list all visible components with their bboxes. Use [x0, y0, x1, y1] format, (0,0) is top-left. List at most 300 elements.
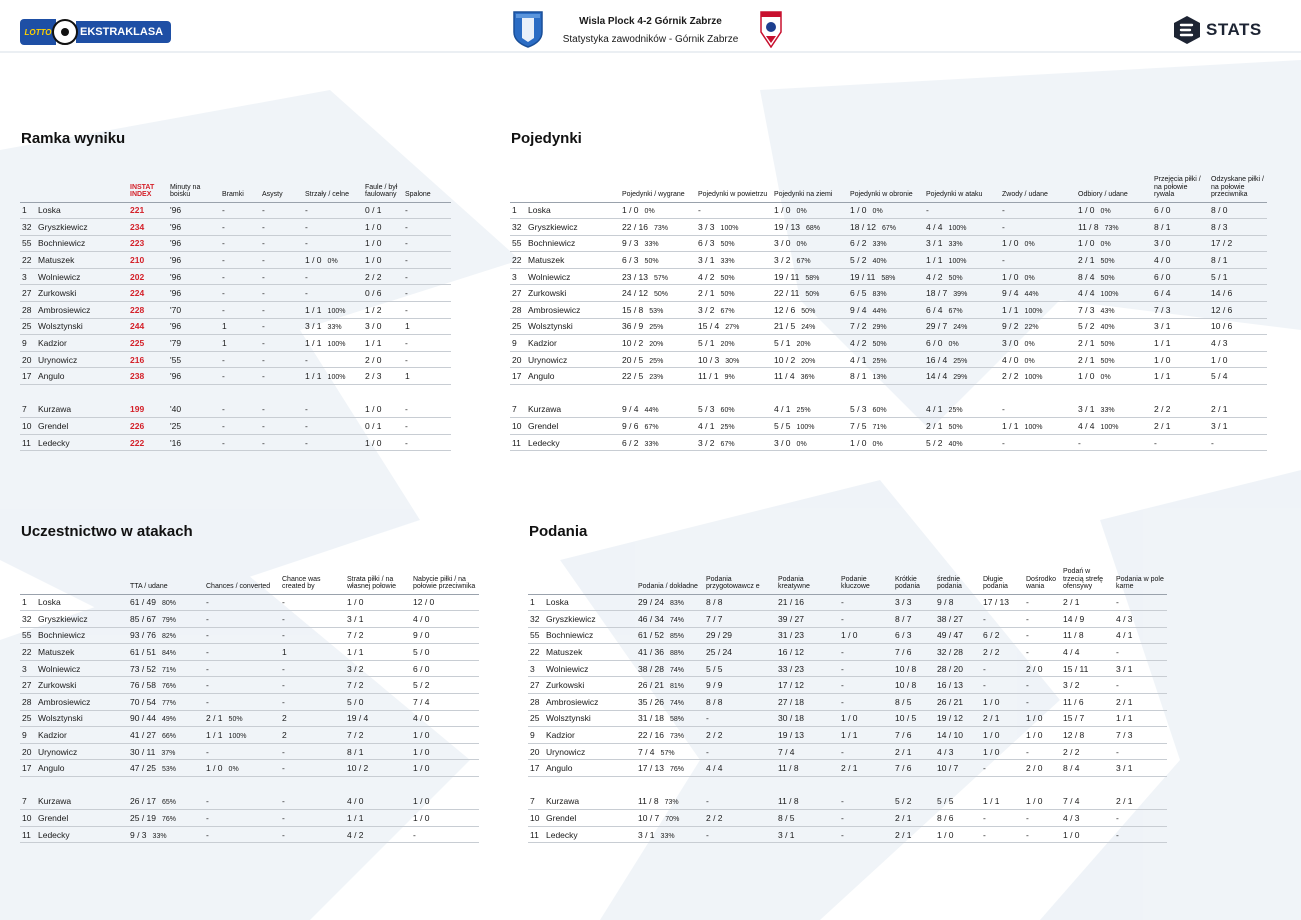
stat-cell	[363, 268, 403, 285]
table-row	[20, 318, 451, 335]
stat-cell	[776, 627, 839, 644]
stat-cell	[893, 760, 935, 777]
stat-cell	[839, 644, 893, 661]
stat-value: 61 / 49	[130, 597, 156, 608]
stat-value: 93 / 76	[130, 630, 156, 641]
stat-cell	[893, 677, 935, 694]
stat-cell	[363, 202, 403, 219]
stat-cell	[411, 677, 479, 694]
stat-value: 7 / 4	[1063, 796, 1080, 807]
stat-value: -	[841, 680, 844, 691]
stat-percent: 79%	[162, 616, 177, 624]
player-cell	[20, 660, 128, 677]
stat-value: 9 / 4	[1002, 288, 1019, 299]
table-row	[510, 252, 1267, 269]
stat-cell	[204, 743, 280, 760]
player-number: 20	[22, 354, 32, 365]
stat-value: 6 / 0	[926, 338, 943, 349]
stat-cell	[128, 335, 168, 352]
stat-percent: 57%	[654, 274, 669, 282]
stat-value: 6 / 2	[850, 238, 867, 249]
stat-value: -	[305, 288, 308, 299]
player-number: 27	[22, 288, 32, 299]
stat-percent: 73%	[654, 224, 669, 232]
spacer-row	[20, 777, 479, 794]
stat-cell	[345, 710, 411, 727]
stat-cell	[128, 694, 204, 711]
stat-cell	[411, 760, 479, 777]
column-header: TTA / udane	[128, 562, 204, 594]
stat-cell	[260, 219, 303, 236]
column-header-player	[20, 562, 128, 594]
stat-value: 3 / 0	[1154, 238, 1171, 249]
stat-value: 10 / 7	[937, 763, 959, 774]
stat-percent: 0%	[1024, 241, 1035, 249]
stat-value: -	[983, 663, 986, 674]
stat-value: 7 / 7	[706, 613, 723, 624]
stat-value: -	[282, 796, 285, 807]
stat-cell	[848, 202, 924, 219]
stat-cell	[1024, 660, 1061, 677]
player-number: 9	[530, 730, 535, 741]
player-cell	[528, 710, 636, 727]
football-icon	[52, 19, 78, 45]
stat-cell	[696, 335, 772, 352]
stat-percent: 76%	[162, 816, 177, 824]
stat-value: 17 / 13	[638, 763, 664, 774]
player-number: 3	[22, 271, 27, 282]
stat-percent: 68%	[806, 224, 821, 232]
stat-percent: 44%	[1024, 291, 1039, 299]
stat-cell	[363, 252, 403, 269]
match-subtitle: Statystyka zawodników - Górnik Zabrze	[562, 34, 739, 45]
stat-value: -	[262, 321, 265, 332]
player-cell	[528, 826, 636, 843]
stat-value: 4 / 3	[1211, 338, 1228, 349]
table-row	[528, 594, 1167, 611]
stat-cell	[1152, 351, 1209, 368]
stat-percent: 9%	[724, 374, 735, 382]
section-title-podania: Podania	[529, 523, 588, 540]
stat-cell	[839, 660, 893, 677]
stat-value: 15 / 4	[698, 321, 720, 332]
player-number: 28	[530, 696, 540, 707]
table-row	[20, 810, 479, 827]
stat-value: 26 / 21	[638, 680, 664, 691]
player-cell	[528, 627, 636, 644]
stat-cell	[260, 202, 303, 219]
stat-cell	[1000, 335, 1076, 352]
player-name: Gryszkiewicz	[38, 221, 88, 232]
stat-percent: 33%	[1100, 407, 1115, 415]
stat-value: 4 / 0	[413, 713, 430, 724]
stat-value: 73 / 52	[130, 663, 156, 674]
stat-value: 2 / 1	[206, 713, 223, 724]
stat-cell	[168, 235, 220, 252]
stat-value: 10 / 5	[895, 713, 917, 724]
stat-cell	[1114, 611, 1167, 628]
stat-cell	[128, 434, 168, 451]
stat-value: -	[262, 288, 265, 299]
stat-cell	[1024, 594, 1061, 611]
stat-cell	[220, 434, 260, 451]
stat-cell	[848, 302, 924, 319]
stat-value: 23 / 13	[622, 271, 648, 282]
stat-percent: 88%	[670, 650, 685, 658]
player-number: 11	[22, 437, 31, 448]
stat-value: -	[841, 613, 844, 624]
stat-value: -	[222, 255, 225, 266]
stat-value: 16 / 12	[778, 647, 804, 658]
stat-value: -	[282, 597, 285, 608]
stat-cell	[303, 252, 363, 269]
stat-value: -	[282, 630, 285, 641]
player-name: Wolsztynski	[38, 321, 83, 332]
stat-cell	[345, 793, 411, 810]
ataki-table	[20, 562, 479, 843]
table-row	[510, 302, 1267, 319]
stat-cell	[1061, 627, 1114, 644]
stat-value: 19 / 12	[937, 713, 963, 724]
stat-cell	[128, 368, 168, 385]
match-title: Wisla Plock 4-2 Górnik Zabrze	[579, 16, 722, 27]
stat-value: 7 / 4	[413, 696, 430, 707]
spacer-cell	[20, 385, 451, 402]
stat-cell	[220, 351, 260, 368]
player-name: Bochniewicz	[528, 238, 576, 249]
player-number: 20	[512, 354, 522, 365]
player-cell	[528, 644, 636, 661]
stat-cell	[1114, 627, 1167, 644]
stat-value: 3 / 3	[698, 221, 715, 232]
stat-cell	[772, 219, 848, 236]
stat-value: 39 / 27	[778, 613, 804, 624]
stat-cell	[1209, 434, 1267, 451]
stat-cell	[839, 743, 893, 760]
stat-cell	[1076, 335, 1152, 352]
player-number: 7	[22, 404, 27, 415]
stat-cell	[620, 335, 696, 352]
stat-percent: 100%	[1100, 424, 1119, 432]
stat-cell	[935, 644, 981, 661]
stat-cell	[303, 202, 363, 219]
stat-cell	[696, 219, 772, 236]
player-cell	[510, 351, 620, 368]
stat-cell	[1209, 401, 1267, 418]
stat-value: -	[206, 746, 209, 757]
stat-cell	[839, 727, 893, 744]
stat-cell	[204, 594, 280, 611]
stat-cell	[303, 418, 363, 435]
stat-value: 3 / 2	[698, 304, 715, 315]
stat-cell	[220, 401, 260, 418]
stat-cell	[411, 644, 479, 661]
stat-value: 1 / 1	[1154, 371, 1171, 382]
stat-percent: 29%	[953, 374, 968, 382]
stat-percent: 0%	[644, 208, 655, 216]
stat-cell	[696, 235, 772, 252]
stat-cell	[620, 351, 696, 368]
player-number: 55	[512, 238, 522, 249]
stat-value: 226	[130, 421, 145, 432]
stat-percent: 70%	[665, 816, 680, 824]
stat-cell	[776, 727, 839, 744]
stat-cell	[363, 401, 403, 418]
stat-cell	[704, 810, 776, 827]
stat-percent: 0%	[872, 208, 883, 216]
stat-cell	[1024, 627, 1061, 644]
stat-value: 2 / 1	[895, 746, 912, 757]
stat-percent: 50%	[720, 291, 735, 299]
report-header	[0, 0, 1301, 62]
stat-cell	[848, 368, 924, 385]
player-number: 7	[22, 796, 27, 807]
table-row	[528, 743, 1167, 760]
stat-value: -	[282, 829, 285, 840]
stat-value: -	[305, 271, 308, 282]
stat-cell	[935, 594, 981, 611]
stat-value: 10 / 8	[895, 680, 917, 691]
stat-cell	[345, 627, 411, 644]
stat-cell	[168, 285, 220, 302]
stat-cell	[1061, 826, 1114, 843]
stat-cell	[924, 335, 1000, 352]
stat-value: -	[282, 746, 285, 757]
player-name: Ambrosiewicz	[38, 696, 91, 707]
stat-cell	[1061, 594, 1114, 611]
stat-cell	[280, 826, 345, 843]
stat-value: -	[262, 205, 265, 216]
stat-value: 6 / 3	[622, 255, 639, 266]
stat-value: 38 / 28	[638, 663, 664, 674]
stat-cell	[839, 677, 893, 694]
stat-value: 14 / 4	[926, 371, 948, 382]
stat-value: '96	[170, 238, 182, 249]
stat-value: 14 / 9	[1063, 613, 1085, 624]
stat-percent: 58%	[670, 716, 685, 724]
stat-cell	[620, 252, 696, 269]
player-name: Loska	[38, 205, 61, 216]
stat-cell	[776, 826, 839, 843]
stat-value: 5 / 3	[850, 404, 867, 415]
table-row	[20, 760, 479, 777]
player-name: Wolniewicz	[546, 663, 589, 674]
stat-value: 3 / 2	[1063, 680, 1080, 691]
stat-cell	[981, 677, 1024, 694]
column-header: Podania w pole karne	[1114, 562, 1167, 594]
stat-value: 7 / 2	[347, 680, 364, 691]
stat-value: 5 / 3	[698, 404, 715, 415]
stat-cell	[1152, 318, 1209, 335]
player-name: Kurzawa	[38, 796, 72, 807]
gornik-zabrze-crest-icon	[760, 10, 782, 48]
stat-cell	[1000, 418, 1076, 435]
stat-value: 11 / 4	[774, 371, 795, 382]
stat-cell	[981, 710, 1024, 727]
stat-cell	[1076, 235, 1152, 252]
stat-value: -	[706, 746, 709, 757]
stat-value: -	[262, 404, 265, 415]
player-number: 11	[530, 829, 539, 840]
spacer-row	[20, 385, 451, 402]
stat-percent: 60%	[720, 407, 735, 415]
player-name: Ambrosiewicz	[528, 304, 581, 315]
stat-cell	[704, 611, 776, 628]
stat-percent: 100%	[1024, 424, 1043, 432]
stat-cell	[403, 252, 451, 269]
stat-value: 221	[130, 205, 145, 216]
stat-value: -	[405, 437, 408, 448]
stat-cell	[1000, 351, 1076, 368]
stat-cell	[704, 627, 776, 644]
stat-cell	[1024, 793, 1061, 810]
stat-cell	[696, 252, 772, 269]
stat-value: 5 / 2	[413, 680, 430, 691]
stat-cell	[168, 219, 220, 236]
stat-cell	[620, 285, 696, 302]
table-row	[20, 219, 451, 236]
stat-value: -	[1002, 404, 1005, 415]
stat-value: 9 / 3	[130, 829, 147, 840]
column-header: Podania kreatywne	[776, 562, 839, 594]
stat-cell	[636, 710, 704, 727]
stat-cell	[128, 760, 204, 777]
stat-cell	[935, 627, 981, 644]
stat-cell	[893, 611, 935, 628]
stat-cell	[220, 268, 260, 285]
stat-cell	[924, 268, 1000, 285]
stat-cell	[772, 268, 848, 285]
stat-value: '25	[170, 421, 182, 432]
stat-value: 9 / 2	[1002, 321, 1019, 332]
stat-value: 6 / 0	[413, 663, 430, 674]
stat-value: 4 / 2	[698, 271, 715, 282]
stat-cell	[839, 826, 893, 843]
stat-value: 7 / 5	[850, 421, 867, 432]
stat-cell	[1114, 594, 1167, 611]
table-row	[20, 644, 479, 661]
stat-cell	[1114, 743, 1167, 760]
stat-value: 29 / 7	[926, 321, 948, 332]
stat-value: -	[206, 829, 209, 840]
stat-percent: 23%	[649, 374, 664, 382]
stat-value: 1 / 1	[1002, 421, 1019, 432]
stat-value: 6 / 3	[895, 630, 912, 641]
player-name: Ambrosiewicz	[546, 696, 599, 707]
stat-percent: 58%	[881, 274, 896, 282]
stat-cell	[403, 302, 451, 319]
stat-value: 1	[405, 371, 410, 382]
stat-cell	[1076, 434, 1152, 451]
stat-value: -	[1026, 680, 1029, 691]
stat-percent: 67%	[882, 224, 897, 232]
stat-cell	[204, 710, 280, 727]
player-name: Kurzawa	[528, 404, 562, 415]
stat-cell	[848, 252, 924, 269]
player-cell	[20, 219, 128, 236]
player-name: Wolsztynski	[546, 713, 591, 724]
stat-value: 1 / 0	[1063, 829, 1080, 840]
stat-cell	[620, 202, 696, 219]
player-name: Ledecky	[38, 829, 70, 840]
stat-cell	[280, 710, 345, 727]
stat-value: -	[262, 338, 265, 349]
stat-value: 9 / 0	[413, 630, 430, 641]
stat-value: 1 / 0	[1154, 354, 1171, 365]
stat-cell	[280, 627, 345, 644]
table-row	[510, 335, 1267, 352]
stat-cell	[345, 660, 411, 677]
stat-cell	[893, 743, 935, 760]
player-cell	[20, 694, 128, 711]
stat-cell	[772, 202, 848, 219]
stat-cell	[839, 694, 893, 711]
stat-cell	[403, 418, 451, 435]
stat-cell	[128, 268, 168, 285]
stat-cell	[839, 594, 893, 611]
stat-percent: 67%	[720, 440, 735, 448]
stat-value: 30 / 11	[130, 746, 156, 757]
column-header: średnie podania	[935, 562, 981, 594]
stat-percent: 50%	[872, 341, 887, 349]
table-row	[510, 202, 1267, 219]
stat-percent: 74%	[670, 666, 685, 674]
section-title-ramka: Ramka wyniku	[21, 130, 126, 147]
stat-cell	[924, 252, 1000, 269]
stat-value: -	[706, 829, 709, 840]
table-row	[510, 235, 1267, 252]
player-cell	[20, 743, 128, 760]
stat-value: 4 / 2	[347, 829, 364, 840]
column-header: Zwody / udane	[1000, 170, 1076, 202]
stat-value: 5 / 5	[937, 796, 954, 807]
stat-value: 2 / 0	[365, 354, 382, 365]
stat-value: 1 / 0	[937, 829, 954, 840]
stat-value: -	[1154, 437, 1157, 448]
stat-cell	[1076, 268, 1152, 285]
stat-value: '96	[170, 255, 182, 266]
spacer-cell	[510, 385, 1267, 402]
stat-cell	[204, 660, 280, 677]
stat-cell	[128, 219, 168, 236]
table-row	[528, 677, 1167, 694]
stat-cell	[260, 302, 303, 319]
table-row	[20, 252, 451, 269]
stat-value: 11 / 6	[1063, 696, 1084, 707]
stat-cell	[1152, 368, 1209, 385]
stat-value: -	[305, 238, 308, 249]
player-number: 25	[22, 713, 32, 724]
stat-value: -	[222, 304, 225, 315]
stat-percent: 50%	[948, 424, 963, 432]
stat-cell	[280, 760, 345, 777]
stat-cell	[1024, 810, 1061, 827]
player-name: Ledecky	[528, 437, 560, 448]
stat-cell	[848, 351, 924, 368]
stat-value: 5 / 5	[774, 421, 791, 432]
stat-value: -	[206, 680, 209, 691]
stat-cell	[1000, 434, 1076, 451]
stat-value: 10 / 3	[698, 354, 720, 365]
stat-value: -	[282, 613, 285, 624]
header-row	[510, 170, 1267, 202]
player-name: Loska	[546, 597, 569, 608]
stat-percent: 50%	[644, 258, 659, 266]
stat-value: 8 / 5	[778, 813, 795, 824]
stat-cell	[1114, 660, 1167, 677]
player-name: Angulo	[38, 371, 65, 382]
stat-cell	[128, 710, 204, 727]
